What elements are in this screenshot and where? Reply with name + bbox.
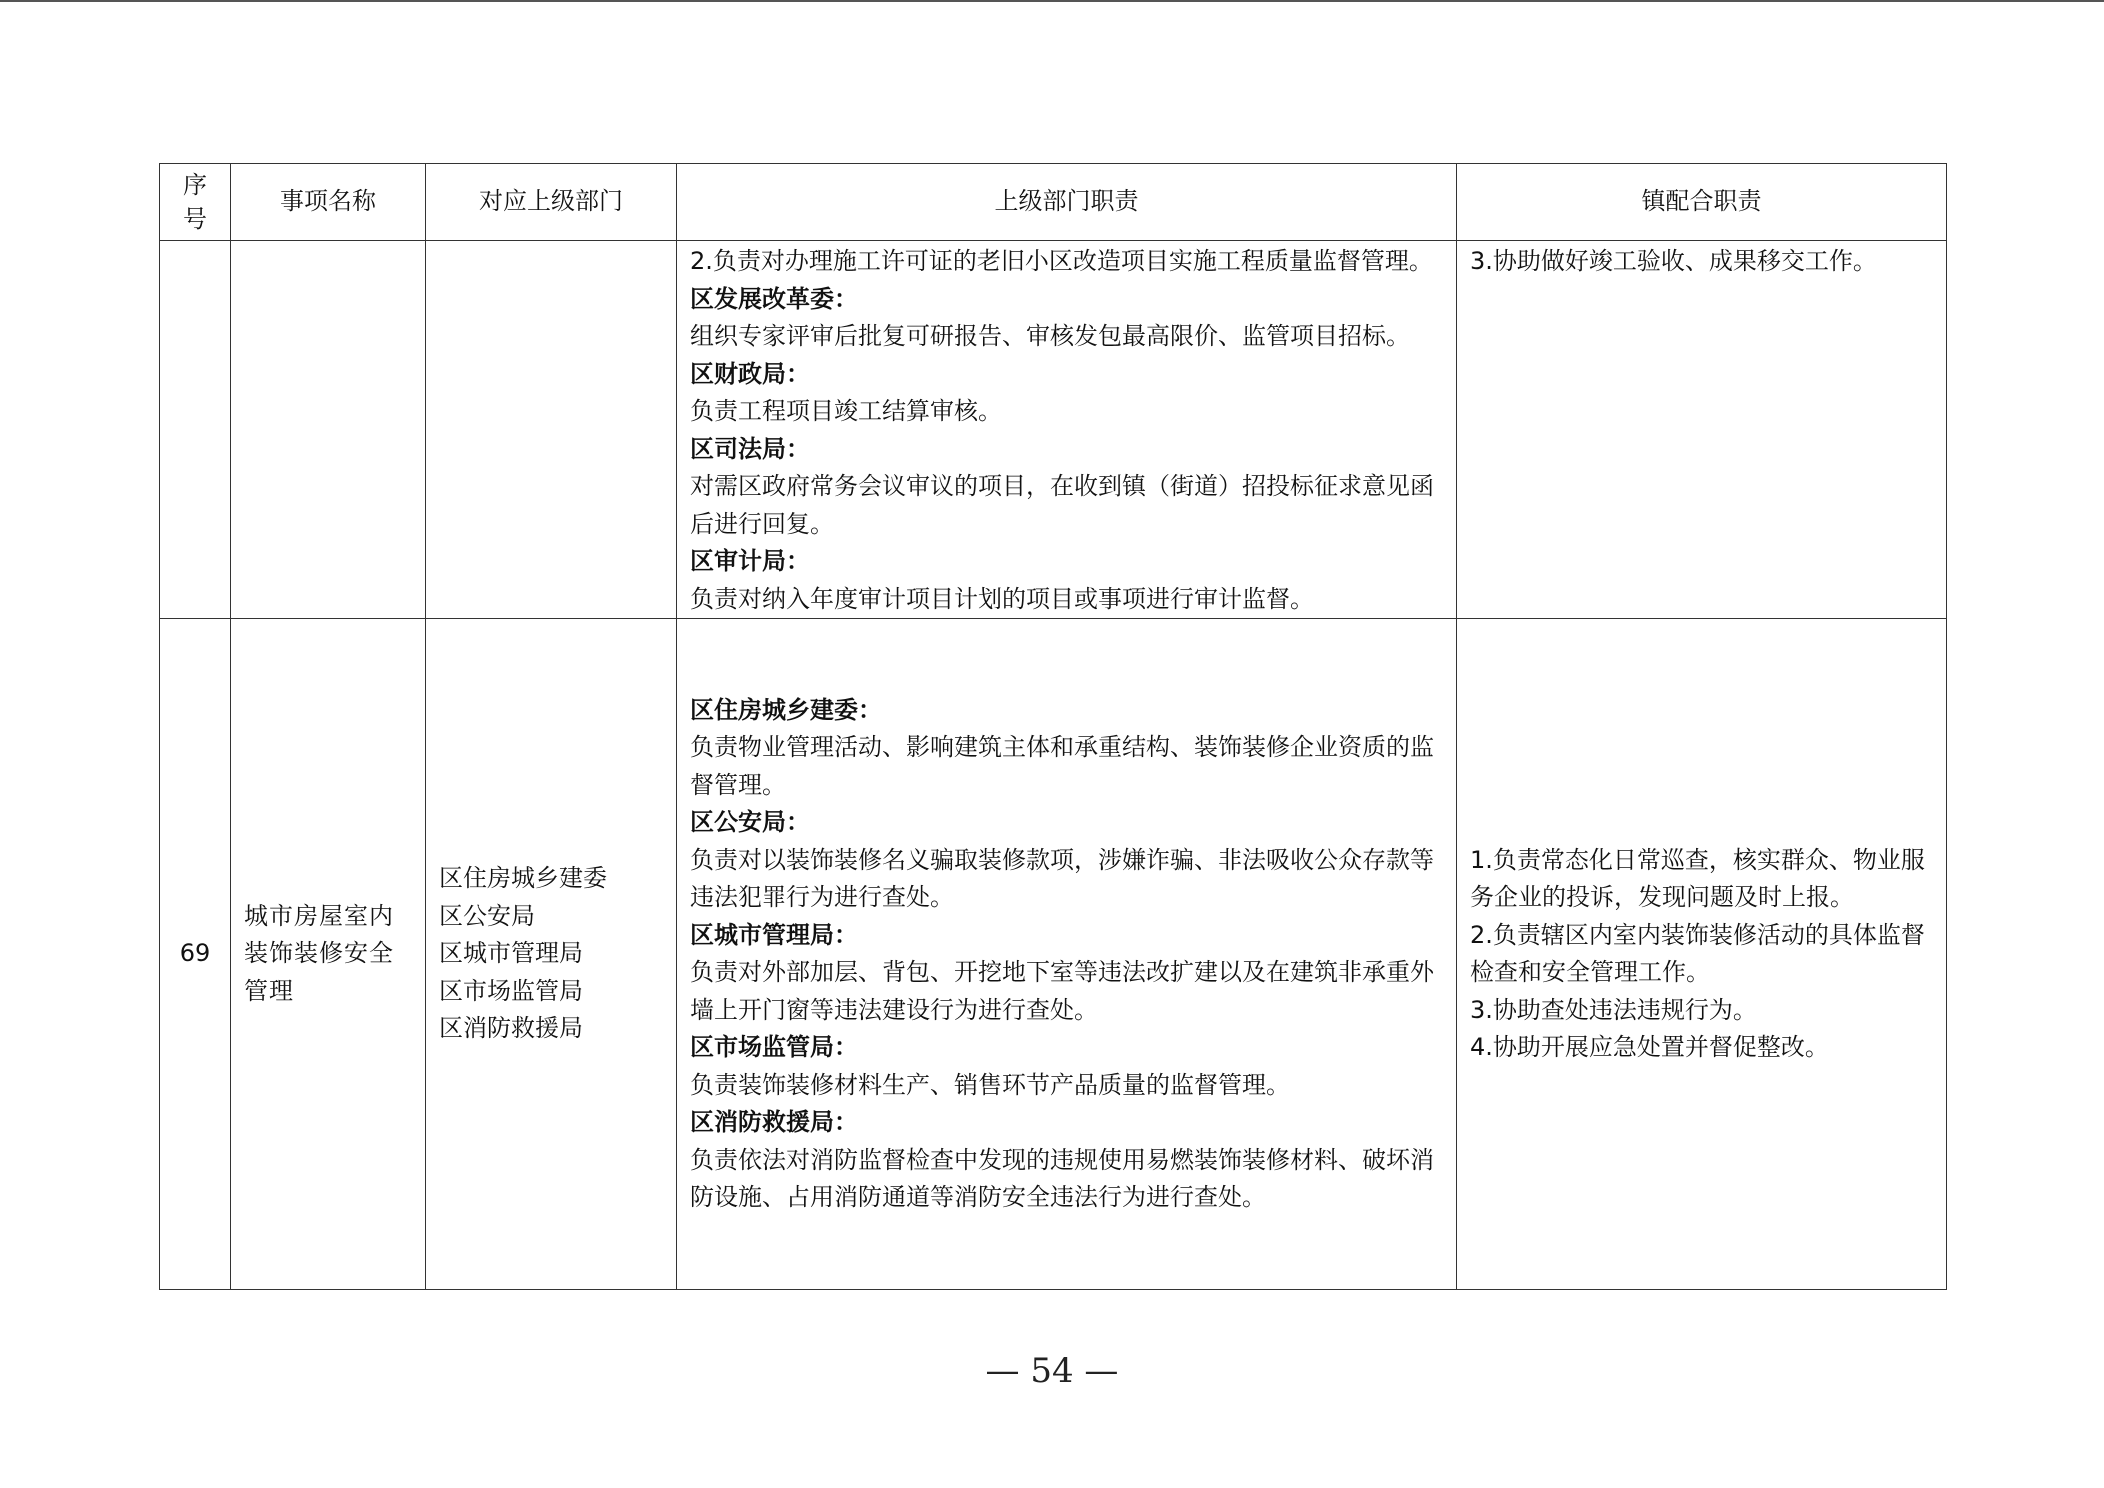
table-row xyxy=(160,619,1947,1290)
duty-dept-label: 区司法局： xyxy=(690,434,810,463)
department-name: 区城市管理局 xyxy=(439,939,583,968)
row-town-duties-cell xyxy=(1457,619,1947,1290)
row-town-duties-cell xyxy=(1457,241,1947,619)
duty-dept-label: 区城市管理局： xyxy=(690,920,858,949)
duty-dept-label: 区住房城乡建委： xyxy=(690,695,882,724)
duty-dept-label: 区审计局： xyxy=(690,547,810,575)
responsibility-table xyxy=(159,163,1947,1290)
row-departments-cell xyxy=(426,619,677,1290)
row-item-name-cell xyxy=(231,241,426,619)
duty-dept-label: 区消防救援局： xyxy=(690,1108,858,1136)
row-item-name-cell: 城市房屋室内装饰装修安全管理 xyxy=(231,619,426,1290)
town-duty-item: 2.负责辖区内室内装饰装修活动的具体监督检查和安全管理工作。 xyxy=(1470,920,1925,986)
department-name: 区消防救援局 xyxy=(439,1014,583,1043)
town-duty-item: 3.协助查处违法违规行为。 xyxy=(1470,995,1757,1024)
duty-text: 负责工程项目竣工结算审核。 xyxy=(690,397,1002,425)
duty-dept-label: 区市场监管局： xyxy=(690,1033,858,1061)
department-name: 区公安局 xyxy=(439,901,535,930)
department-name: 区市场监管局 xyxy=(439,976,583,1005)
row-departments-cell xyxy=(426,241,677,619)
header-counterpart-dept: 对应上级部门 xyxy=(426,164,677,241)
row-seq-cell: 69 xyxy=(160,619,231,1290)
department-name: 区住房城乡建委 xyxy=(439,864,607,893)
town-duty-item: 1.负责常态化日常巡查，核实群众、物业服务企业的投诉，发现问题及时上报。 xyxy=(1470,845,1925,911)
duty-text: 负责对以装饰装修名义骗取装修款项，涉嫌诈骗、非法吸收公众存款等违法犯罪行为进行查处。 xyxy=(690,845,1434,911)
header-seq-line-1: 序 xyxy=(183,171,207,199)
duty-text: 组织专家评审后批复可研报告、审核发包最高限价、监管项目招标。 xyxy=(690,322,1410,350)
header-seq-line-2: 号 xyxy=(183,205,207,233)
row-superior-duties-cell xyxy=(677,241,1457,619)
table-row xyxy=(160,241,1947,619)
duty-dept-label: 区公安局： xyxy=(690,808,810,836)
header-item-name: 事项名称 xyxy=(231,164,426,241)
duty-dept-label: 区财政局： xyxy=(690,359,810,388)
duty-text: 对需区政府常务会议审议的项目，在收到镇（街道）招投标征求意见函后进行回复。 xyxy=(690,472,1434,538)
header-superior-duties: 上级部门职责 xyxy=(677,164,1457,241)
duty-text: 负责对外部加层、背包、开挖地下室等违法改扩建以及在建筑非承重外墙上开门窗等违法建设行为进行查处。 xyxy=(690,958,1434,1024)
duty-text: 负责物业管理活动、影响建筑主体和承重结构、装饰装修企业资质的监督管理。 xyxy=(690,733,1434,799)
header-town-duties: 镇配合职责 xyxy=(1457,164,1947,241)
row-seq-cell xyxy=(160,241,231,619)
duty-lead-text: 2.负责对办理施工许可证的老旧小区改造项目实施工程质量监督管理。 xyxy=(690,247,1433,275)
town-duty-item: 3.协助做好竣工验收、成果移交工作。 xyxy=(1470,247,1877,275)
duty-text: 负责对纳入年度审计项目计划的项目或事项进行审计监督。 xyxy=(690,584,1314,613)
duty-text: 负责依法对消防监督检查中发现的违规使用易燃装饰装修材料、破坏消防设施、占用消防通道等消防安全违法行为进行查处。 xyxy=(690,1145,1434,1211)
row-superior-duties-cell xyxy=(677,619,1457,1290)
header-row xyxy=(160,164,1947,241)
duty-dept-label: 区发展改革委： xyxy=(690,284,858,313)
town-duty-item: 4.协助开展应急处置并督促整改。 xyxy=(1470,1033,1829,1061)
duty-text: 负责装饰装修材料生产、销售环节产品质量的监督管理。 xyxy=(690,1070,1290,1099)
page-number: — 54 — xyxy=(985,1351,1119,1391)
page-top-border xyxy=(0,0,2104,2)
header-seq xyxy=(160,164,231,241)
